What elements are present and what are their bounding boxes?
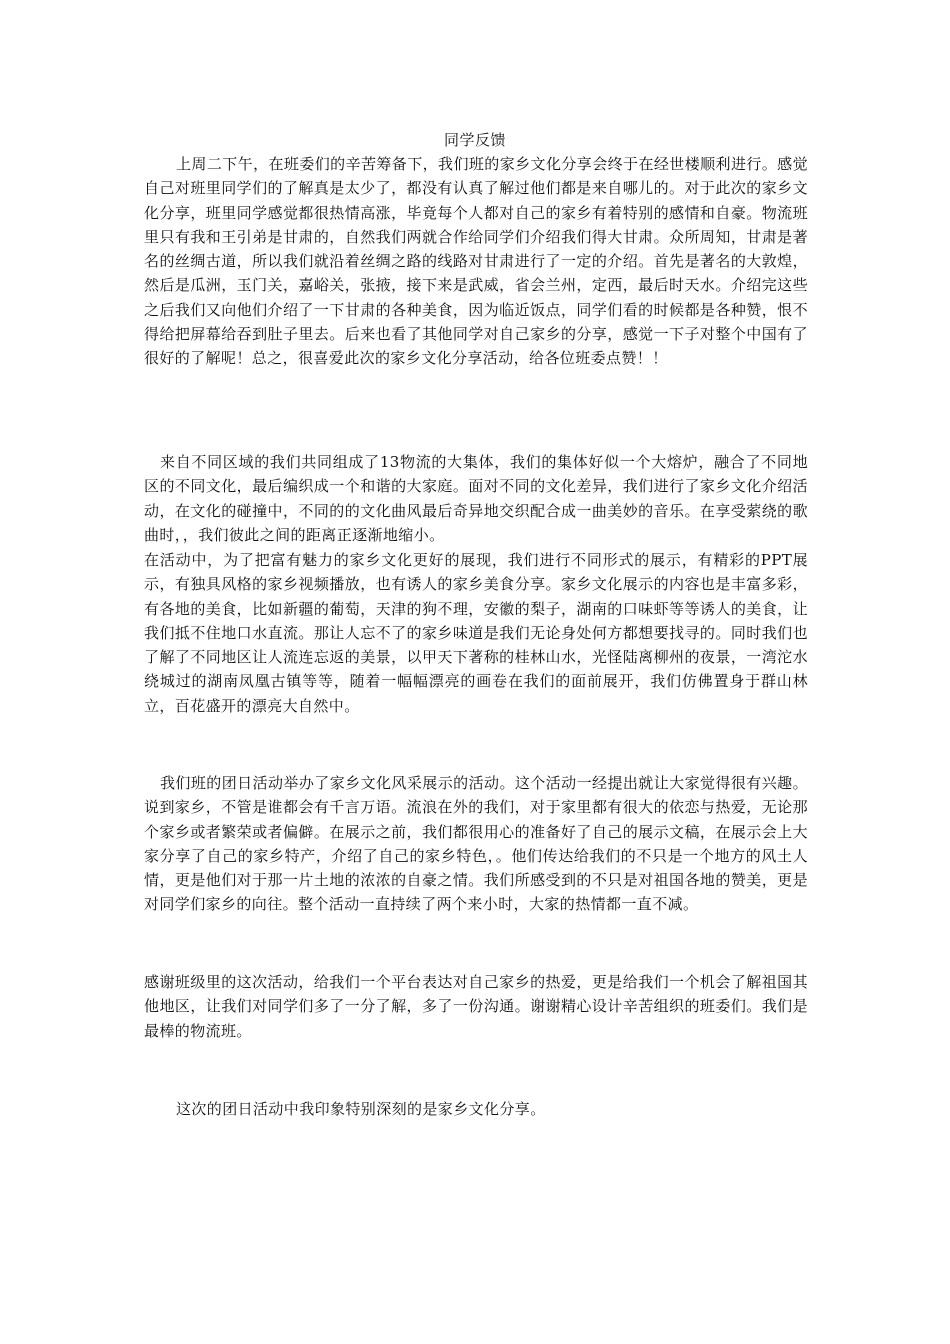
feedback-paragraph-5: 感谢班级里的这次活动，给我们一个平台表达对自己家乡的热爱，更是给我们一个机会了解祖国其他地区，让我们对同学们多了一分了解，多了一份沟通。谢谢精心设计辛苦组织的班委们。我们是最棒的物流班。 <box>144 973 808 1040</box>
document-title: 同学反馈 <box>443 131 506 149</box>
feedback-paragraph-2: 来自不同区域的我们共同组成了13物流的大集体，我们的集体好似一个大熔炉，融合了不同地区的不同文化，最后编织成一个和谐的大家庭。面对不同的文化差异，我们进行了家乡文化介绍活动，在文化的碰撞中，不同的的文化曲风最后奇异地交织配合成一曲美妙的音乐。在享受萦绕的歌曲时，，我们彼此之间的距离正逐渐地缩小。 <box>144 453 808 544</box>
feedback-paragraph-4: 我们班的团日活动举办了家乡文化风采展示的活动。这个活动一经提出就让大家觉得很有兴趣。说到家乡，不管是谁都会有千言万语。流浪在外的我们，对于家里都有很大的依恋与热爱，无论那个家乡或者繁荣或者偏僻。在展示之前，我们都很用心的准备好了自己的展示文稿，在展示会上大家分享了自己的家乡特产，介绍了自己的家乡特色，。他们传达给我们的不只是一个地方的风土人情，更是他们对于那一片土地的浓浓的自豪之情。我们所感受到的不只是对祖国各地的赞美，更是对同学们家乡的向往。整个活动一直持续了两个来小时，大家的热情都一直不减。 <box>144 774 808 914</box>
feedback-paragraph-3: 在活动中，为了把富有魅力的家乡文化更好的展现，我们进行不同形式的展示，有精彩的PPT展示，有独具风格的家乡视频播放，也有诱人的家乡美食分享。家乡文化展示的内容也是丰富多彩，有各地的美食，比如新疆的葡萄，天津的狗不理，安徽的梨子，湖南的口味虾等等诱人的美食，让我们抵不住地口水直流。那让人忘不了的家乡味道是我们无论身处何方都想要找寻的。同时我们也了解了不同地区让人流连忘返的美景，以甲天下著称的桂林山水，光怪陆离柳州的夜景，一湾沱水绕城过的湖南凤凰古镇等等，随着一幅幅漂亮的画卷在我们的面前展开，我们仿佛置身于群山林立，百花盛开的漂亮大自然中。 <box>144 551 808 715</box>
feedback-paragraph-1: 上周二下午，在班委们的辛苦筹备下，我们班的家乡文化分享会终于在经世楼顺利进行。感觉自己对班里同学们的了解真是太少了，都没有认真了解过他们都是来自哪儿的。对于此次的家乡文化分享，班里同学感觉都很热情高涨，毕竟每个人都对自己的家乡有着特别的感情和自豪。物流班里只有我和王引弟是甘肃的，自然我们两就合作给同学们介绍我们得大甘肃。众所周知，甘肃是著名的丝绸古道，所以我们就沿着丝绸之路的线路对甘肃进行了一定的介绍。首先是著名的大敦煌，然后是瓜洲，玉门关，嘉峪关，张掖，接下来是武威，省会兰州，定西，最后时天水。介绍完这些之后我们又向他们介绍了一下甘肃的各种美食，因为临近饭点，同学们看的时候都是各种赞，恨不得给把屏幕给吞到肚子里去。后来也看了其他同学对自己家乡的分享，感觉一下子对整个中国有了很好的了解呢！总之，很喜爱此次的家乡文化分享活动，给各位班委点赞！！ <box>144 155 808 368</box>
feedback-paragraph-6: 这次的团日活动中我印象特别深刻的是家乡文化分享。 <box>176 1100 546 1118</box>
